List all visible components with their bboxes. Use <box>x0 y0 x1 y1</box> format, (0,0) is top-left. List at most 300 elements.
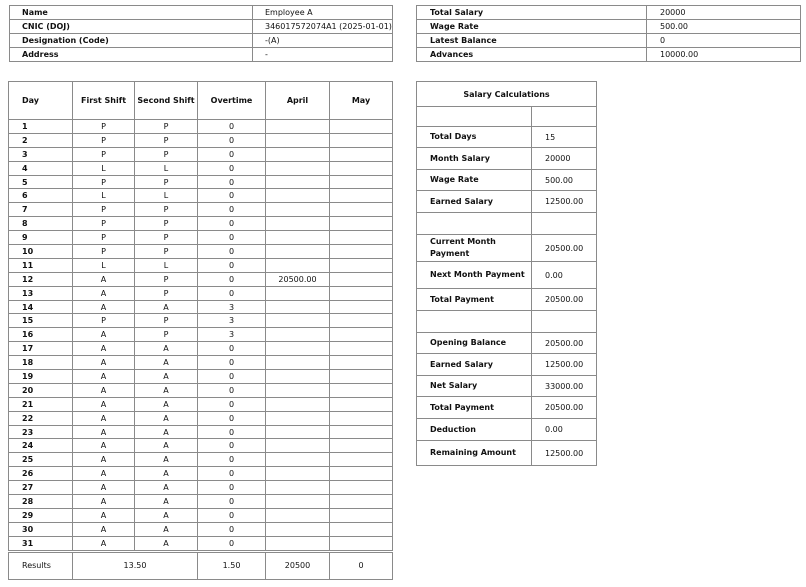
employee-info-label: Designation (Code) <box>10 34 253 48</box>
results-may: 0 <box>330 551 393 579</box>
summary-label: Total Salary <box>417 6 647 20</box>
first-shift-cell: P <box>73 203 135 217</box>
april-cell <box>266 342 330 356</box>
april-cell <box>266 120 330 134</box>
second-shift-cell: P <box>135 272 198 286</box>
day-cell: 7 <box>9 203 73 217</box>
calculations-value: 20500.00 <box>532 235 597 262</box>
employee-info-label: Name <box>10 6 253 20</box>
first-shift-cell: A <box>73 522 135 536</box>
april-cell <box>266 133 330 147</box>
first-shift-cell: L <box>73 161 135 175</box>
calculations-row <box>417 419 597 441</box>
summary-label: Wage Rate <box>417 20 647 34</box>
may-cell <box>330 272 393 286</box>
day-cell: 18 <box>9 356 73 370</box>
attendance-row <box>9 439 393 453</box>
may-cell <box>330 314 393 328</box>
may-cell <box>330 481 393 495</box>
results-label: Results <box>9 551 73 579</box>
second-shift-cell: P <box>135 231 198 245</box>
may-cell <box>330 522 393 536</box>
may-cell <box>330 495 393 509</box>
spacer-cell <box>417 311 532 333</box>
day-cell: 8 <box>9 217 73 231</box>
overtime-cell: 0 <box>198 508 266 522</box>
employee-info-row <box>10 34 393 48</box>
may-cell <box>330 467 393 481</box>
overtime-cell: 0 <box>198 189 266 203</box>
overtime-cell: 0 <box>198 522 266 536</box>
summary-row <box>417 6 801 20</box>
results-overtime: 1.50 <box>198 551 266 579</box>
calculations-label: Deduction <box>417 419 532 441</box>
day-cell: 26 <box>9 467 73 481</box>
second-shift-cell: A <box>135 397 198 411</box>
may-cell <box>330 342 393 356</box>
april-cell <box>266 300 330 314</box>
calculations-label: Total Payment <box>417 289 532 311</box>
calculations-label: Opening Balance <box>417 333 532 354</box>
april-cell <box>266 356 330 370</box>
second-shift-cell: A <box>135 342 198 356</box>
salary-calculations-table <box>416 81 597 466</box>
first-shift-cell: P <box>73 314 135 328</box>
may-cell <box>330 217 393 231</box>
calculations-value: 0.00 <box>532 262 597 289</box>
may-cell <box>330 397 393 411</box>
day-cell: 19 <box>9 370 73 384</box>
calculations-value: 20500.00 <box>532 289 597 311</box>
overtime-cell: 0 <box>198 453 266 467</box>
first-shift-cell: A <box>73 439 135 453</box>
overtime-cell: 0 <box>198 481 266 495</box>
summary-value: 0 <box>647 34 801 48</box>
day-cell: 10 <box>9 245 73 259</box>
attendance-row <box>9 300 393 314</box>
overtime-cell: 0 <box>198 286 266 300</box>
day-cell: 29 <box>9 508 73 522</box>
overtime-cell: 0 <box>198 425 266 439</box>
overtime-cell: 0 <box>198 272 266 286</box>
overtime-cell: 0 <box>198 495 266 509</box>
first-shift-cell: A <box>73 397 135 411</box>
may-cell <box>330 411 393 425</box>
summary-row <box>417 20 801 34</box>
second-shift-cell: P <box>135 245 198 259</box>
day-cell: 6 <box>9 189 73 203</box>
attendance-row <box>9 370 393 384</box>
first-shift-cell: A <box>73 300 135 314</box>
overtime-cell: 0 <box>198 439 266 453</box>
april-cell <box>266 453 330 467</box>
second-shift-cell: A <box>135 411 198 425</box>
second-shift-cell: A <box>135 383 198 397</box>
april-cell: 20500.00 <box>266 272 330 286</box>
april-cell <box>266 467 330 481</box>
overtime-cell: 0 <box>198 161 266 175</box>
april-cell <box>266 495 330 509</box>
overtime-cell: 0 <box>198 258 266 272</box>
employee-info-body <box>10 6 393 62</box>
attendance-table <box>8 81 393 580</box>
calculations-row <box>417 397 597 419</box>
first-shift-cell: A <box>73 508 135 522</box>
april-cell <box>266 217 330 231</box>
day-cell: 20 <box>9 383 73 397</box>
summary-row <box>417 48 801 62</box>
second-shift-cell: A <box>135 467 198 481</box>
second-shift-cell: A <box>135 508 198 522</box>
calculations-row <box>417 262 597 289</box>
first-shift-cell: A <box>73 383 135 397</box>
first-shift-cell: A <box>73 370 135 384</box>
first-shift-cell: A <box>73 286 135 300</box>
summary-label: Advances <box>417 48 647 62</box>
overtime-cell: 0 <box>198 245 266 259</box>
attendance-row <box>9 536 393 551</box>
day-cell: 9 <box>9 231 73 245</box>
second-shift-cell: L <box>135 258 198 272</box>
day-cell: 17 <box>9 342 73 356</box>
second-shift-cell: P <box>135 133 198 147</box>
employee-info-table <box>9 5 393 62</box>
calculations-label: Total Payment <box>417 397 532 419</box>
overtime-cell: 0 <box>198 397 266 411</box>
april-cell <box>266 258 330 272</box>
april-cell <box>266 245 330 259</box>
header-first-shift: First Shift <box>73 82 135 120</box>
salary-summary-table <box>416 5 801 62</box>
calculations-row <box>417 289 597 311</box>
attendance-row <box>9 217 393 231</box>
april-cell <box>266 439 330 453</box>
day-cell: 3 <box>9 147 73 161</box>
attendance-row <box>9 272 393 286</box>
april-cell <box>266 189 330 203</box>
calculations-row <box>417 376 597 397</box>
first-shift-cell: P <box>73 175 135 189</box>
attendance-row <box>9 328 393 342</box>
day-cell: 23 <box>9 425 73 439</box>
first-shift-cell: P <box>73 231 135 245</box>
day-cell: 15 <box>9 314 73 328</box>
day-cell: 30 <box>9 522 73 536</box>
first-shift-cell: L <box>73 258 135 272</box>
day-cell: 28 <box>9 495 73 509</box>
first-shift-cell: P <box>73 217 135 231</box>
attendance-row <box>9 425 393 439</box>
april-cell <box>266 231 330 245</box>
calculations-spacer-row <box>417 311 597 333</box>
employee-info-value: - <box>253 48 393 62</box>
second-shift-cell: A <box>135 495 198 509</box>
may-cell <box>330 120 393 134</box>
first-shift-cell: P <box>73 133 135 147</box>
may-cell <box>330 258 393 272</box>
employee-info-value: Employee A <box>253 6 393 20</box>
day-cell: 1 <box>9 120 73 134</box>
overtime-cell: 0 <box>198 147 266 161</box>
second-shift-cell: A <box>135 425 198 439</box>
may-cell <box>330 328 393 342</box>
spacer-cell <box>532 213 597 235</box>
attendance-body <box>9 120 393 552</box>
april-cell <box>266 175 330 189</box>
first-shift-cell: A <box>73 467 135 481</box>
may-cell <box>330 300 393 314</box>
second-shift-cell: A <box>135 300 198 314</box>
employee-info-row <box>10 20 393 34</box>
header-april: April <box>266 82 330 120</box>
calculations-label: Remaining Amount <box>417 441 532 466</box>
calculations-value: 12500.00 <box>532 441 597 466</box>
attendance-row <box>9 133 393 147</box>
april-cell <box>266 536 330 551</box>
employee-info-label: Address <box>10 48 253 62</box>
may-cell <box>330 203 393 217</box>
first-shift-cell: A <box>73 411 135 425</box>
first-shift-cell: A <box>73 272 135 286</box>
overtime-cell: 0 <box>198 175 266 189</box>
overtime-cell: 0 <box>198 203 266 217</box>
calculations-label: Month Salary <box>417 148 532 170</box>
first-shift-cell: A <box>73 536 135 551</box>
attendance-row <box>9 467 393 481</box>
calculations-label: Earned Salary <box>417 354 532 376</box>
summary-label: Latest Balance <box>417 34 647 48</box>
attendance-row <box>9 189 393 203</box>
overtime-cell: 0 <box>198 231 266 245</box>
attendance-row <box>9 522 393 536</box>
attendance-row <box>9 342 393 356</box>
first-shift-cell: P <box>73 245 135 259</box>
attendance-row <box>9 508 393 522</box>
may-cell <box>330 286 393 300</box>
calculations-label: Next Month Payment <box>417 262 532 289</box>
results-row <box>9 551 393 579</box>
calculations-title-row <box>417 82 597 107</box>
attendance-row <box>9 203 393 217</box>
second-shift-cell: A <box>135 481 198 495</box>
employee-info-value: -(A) <box>253 34 393 48</box>
may-cell <box>330 508 393 522</box>
may-cell <box>330 383 393 397</box>
overtime-cell: 0 <box>198 217 266 231</box>
first-shift-cell: P <box>73 120 135 134</box>
overtime-cell: 0 <box>198 370 266 384</box>
attendance-row <box>9 286 393 300</box>
second-shift-cell: P <box>135 120 198 134</box>
may-cell <box>330 356 393 370</box>
attendance-row <box>9 383 393 397</box>
calculations-value: 12500.00 <box>532 191 597 213</box>
first-shift-cell: A <box>73 356 135 370</box>
second-shift-cell: P <box>135 147 198 161</box>
may-cell <box>330 439 393 453</box>
calculations-label: Total Days <box>417 127 532 148</box>
summary-row <box>417 34 801 48</box>
attendance-row <box>9 147 393 161</box>
attendance-row <box>9 120 393 134</box>
overtime-cell: 3 <box>198 300 266 314</box>
may-cell <box>330 536 393 551</box>
attendance-row <box>9 481 393 495</box>
second-shift-cell: L <box>135 189 198 203</box>
day-cell: 11 <box>9 258 73 272</box>
attendance-row <box>9 411 393 425</box>
header-may: May <box>330 82 393 120</box>
first-shift-cell: A <box>73 495 135 509</box>
spacer-cell <box>532 107 597 127</box>
calculations-row <box>417 191 597 213</box>
overtime-cell: 0 <box>198 383 266 397</box>
april-cell <box>266 411 330 425</box>
second-shift-cell: A <box>135 439 198 453</box>
april-cell <box>266 481 330 495</box>
may-cell <box>330 453 393 467</box>
first-shift-cell: P <box>73 147 135 161</box>
day-cell: 25 <box>9 453 73 467</box>
april-cell <box>266 383 330 397</box>
calculations-value: 20500.00 <box>532 333 597 354</box>
second-shift-cell: P <box>135 314 198 328</box>
first-shift-cell: A <box>73 481 135 495</box>
calculations-label: Wage Rate <box>417 170 532 191</box>
may-cell <box>330 189 393 203</box>
calculations-title: Salary Calculations <box>417 82 597 107</box>
april-cell <box>266 286 330 300</box>
employee-info-row <box>10 48 393 62</box>
may-cell <box>330 175 393 189</box>
first-shift-cell: L <box>73 189 135 203</box>
calculations-label: Net Salary <box>417 376 532 397</box>
day-cell: 21 <box>9 397 73 411</box>
calculations-row <box>417 354 597 376</box>
april-cell <box>266 370 330 384</box>
attendance-row <box>9 495 393 509</box>
first-shift-cell: A <box>73 453 135 467</box>
attendance-row <box>9 245 393 259</box>
summary-value: 500.00 <box>647 20 801 34</box>
attendance-row <box>9 356 393 370</box>
attendance-header-row <box>9 82 393 120</box>
attendance-row <box>9 231 393 245</box>
overtime-cell: 0 <box>198 536 266 551</box>
april-cell <box>266 328 330 342</box>
results-april: 20500 <box>266 551 330 579</box>
attendance-row <box>9 258 393 272</box>
overtime-cell: 0 <box>198 467 266 481</box>
second-shift-cell: P <box>135 175 198 189</box>
april-cell <box>266 522 330 536</box>
calculations-value: 500.00 <box>532 170 597 191</box>
attendance-row <box>9 175 393 189</box>
calculations-row <box>417 127 597 148</box>
overtime-cell: 3 <box>198 314 266 328</box>
second-shift-cell: P <box>135 328 198 342</box>
day-cell: 31 <box>9 536 73 551</box>
day-cell: 22 <box>9 411 73 425</box>
calculations-row <box>417 148 597 170</box>
april-cell <box>266 314 330 328</box>
employee-info-value: 346017572074A1 (2025-01-01) <box>253 20 393 34</box>
header-second-shift: Second Shift <box>135 82 198 120</box>
day-cell: 2 <box>9 133 73 147</box>
april-cell <box>266 425 330 439</box>
attendance-row <box>9 161 393 175</box>
overtime-cell: 0 <box>198 356 266 370</box>
day-cell: 13 <box>9 286 73 300</box>
overtime-cell: 3 <box>198 328 266 342</box>
attendance-row <box>9 397 393 411</box>
april-cell <box>266 147 330 161</box>
second-shift-cell: A <box>135 370 198 384</box>
overtime-cell: 0 <box>198 411 266 425</box>
first-shift-cell: A <box>73 342 135 356</box>
second-shift-cell: L <box>135 161 198 175</box>
may-cell <box>330 161 393 175</box>
second-shift-cell: A <box>135 356 198 370</box>
may-cell <box>330 147 393 161</box>
may-cell <box>330 370 393 384</box>
calculations-row <box>417 333 597 354</box>
overtime-cell: 0 <box>198 120 266 134</box>
calculations-value: 12500.00 <box>532 354 597 376</box>
summary-value: 20000 <box>647 6 801 20</box>
april-cell <box>266 203 330 217</box>
april-cell <box>266 397 330 411</box>
calculations-value: 20500.00 <box>532 397 597 419</box>
calculations-row <box>417 441 597 466</box>
second-shift-cell: A <box>135 522 198 536</box>
day-cell: 16 <box>9 328 73 342</box>
salary-summary-body <box>417 6 801 62</box>
april-cell <box>266 161 330 175</box>
first-shift-cell: A <box>73 328 135 342</box>
calculations-spacer-row <box>417 107 597 127</box>
april-cell <box>266 508 330 522</box>
attendance-row <box>9 314 393 328</box>
may-cell <box>330 425 393 439</box>
calculations-label: Current Month Payment <box>417 235 532 262</box>
may-cell <box>330 133 393 147</box>
calculations-value: 0.00 <box>532 419 597 441</box>
spacer-cell <box>417 213 532 235</box>
day-cell: 27 <box>9 481 73 495</box>
calculations-row <box>417 170 597 191</box>
may-cell <box>330 245 393 259</box>
day-cell: 24 <box>9 439 73 453</box>
employee-info-row <box>10 6 393 20</box>
day-cell: 14 <box>9 300 73 314</box>
second-shift-cell: A <box>135 453 198 467</box>
day-cell: 12 <box>9 272 73 286</box>
second-shift-cell: P <box>135 203 198 217</box>
spacer-cell <box>417 107 532 127</box>
calculations-value: 20000 <box>532 148 597 170</box>
calculations-row <box>417 235 597 262</box>
calculations-value: 15 <box>532 127 597 148</box>
summary-value: 10000.00 <box>647 48 801 62</box>
results-shifts: 13.50 <box>73 551 198 579</box>
header-day: Day <box>9 82 73 120</box>
second-shift-cell: P <box>135 217 198 231</box>
calculations-value: 33000.00 <box>532 376 597 397</box>
header-overtime: Overtime <box>198 82 266 120</box>
day-cell: 4 <box>9 161 73 175</box>
attendance-row <box>9 453 393 467</box>
